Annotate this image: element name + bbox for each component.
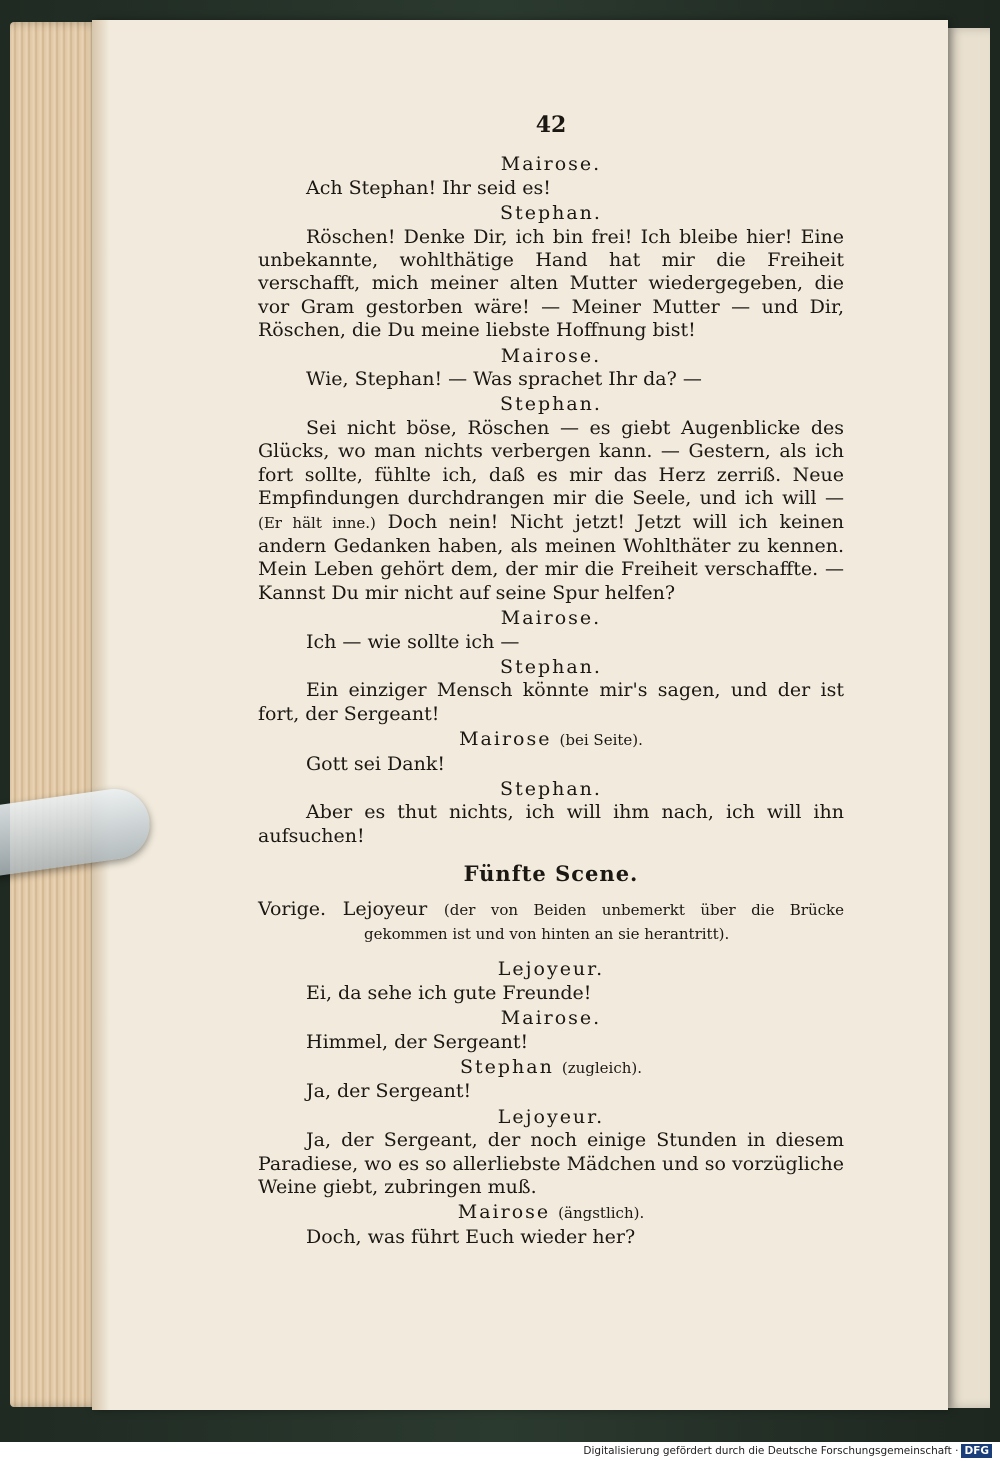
speech-text: Röschen! Denke Dir, ich bin frei! Ich bleibe hier! Eine unbekannte, wohlthätige Hand hat mir die Freiheit verschafft, mich meiner alten Mutter wiedergegeben, die vor Gram gestorben wäre! — Meiner Mutter — und Dir, Röschen, die Du meine liebste Hoffnung bist! (258, 225, 844, 342)
speaker-name (258, 958, 844, 981)
speaker-name (258, 153, 844, 176)
page-number: 42 (535, 112, 567, 138)
speech-paragraph (258, 1080, 844, 1103)
play-text-blocks (258, 153, 844, 1249)
speech-text: Sei nicht böse, Röschen — es giebt Augenblicke des Glücks, wo man nichts verbergen kann. — Gestern, als ich fort sollte, fühlte ich, daß es mir das Herz zerriß. Neue Empfindungen durchdrangen mir die Seele, und ich will — (258, 416, 844, 510)
speech-paragraph (258, 177, 844, 200)
speech-text: Ach Stephan! Ihr seid es! (306, 176, 551, 199)
persons-list: Vorige. Lejoyeur (258, 897, 428, 920)
speaker-label: Mairose. (500, 153, 602, 176)
speaker-name (258, 345, 844, 368)
speech-paragraph (258, 801, 844, 848)
speaker-name (258, 728, 844, 752)
speech-text: Aber es thut nichts, ich will ihm nach, ich will ihn aufsuchen! (258, 801, 844, 847)
facing-page-edge (946, 28, 990, 1408)
stage-direction: (zugleich). (561, 1059, 643, 1078)
speaker-name (258, 656, 844, 679)
speech-text: Himmel, der Sergeant! (306, 1030, 529, 1053)
speaker-label: Stephan. (500, 393, 602, 416)
page-text (258, 110, 844, 1251)
speech-paragraph (258, 679, 844, 726)
speech-paragraph (258, 982, 844, 1005)
speech-text: Ein einziger Mensch könnte mir's sagen, und der ist fort, der Sergeant! (258, 679, 844, 725)
speaker-name (258, 1056, 844, 1080)
speaker-label: Mairose (459, 728, 552, 751)
speech-text: Ei, da sehe ich gute Freunde! (306, 981, 592, 1004)
speaker-label: Mairose. (500, 607, 602, 630)
speaker-label: Lejoyeur. (497, 958, 605, 981)
footer-bar (0, 1442, 1000, 1461)
speech-text-continued: Doch nein! Nicht jetzt! Jetzt will ich keinen andern Gedanken haben, als meinen Wohlthäter zu kennen. Mein Leben gehört dem, der mir die Freiheit verschaffte. — Kannst Du mir nicht auf seine Spur helfen? (258, 510, 844, 604)
speech-text: Ja, der Sergeant, der noch einige Stunden in diesem Paradiese, wo es so allerliebste Mädchen und so vorzügliche Weine giebt, zubringen muß. (258, 1129, 844, 1199)
speech-text: Ja, der Sergeant! (306, 1080, 472, 1103)
scene-title: Fünfte Scene. (463, 861, 639, 887)
stage-direction: (bei Seite). (559, 731, 643, 750)
speech-paragraph (258, 631, 844, 654)
dfg-logo: DFG (961, 1444, 992, 1458)
speech-text: Gott sei Dank! (306, 752, 445, 775)
speaker-name (258, 1201, 844, 1225)
speech-paragraph (258, 1129, 844, 1199)
speaker-label: Mairose. (500, 1007, 602, 1030)
speech-paragraph (258, 417, 844, 605)
speaker-label: Mairose. (500, 344, 602, 367)
speech-text: Doch, was führt Euch wieder her? (306, 1225, 636, 1248)
speech-text: Wie, Stephan! — Was sprachet Ihr da? — (306, 368, 702, 391)
scene-persons (258, 898, 844, 947)
speaker-name (258, 393, 844, 416)
speech-paragraph (258, 753, 844, 776)
scene-heading (258, 862, 844, 885)
speaker-name (258, 1106, 844, 1129)
speech-text: Ich — wie sollte ich — (306, 630, 520, 653)
speech-paragraph (258, 1226, 844, 1249)
speech-paragraph (258, 226, 844, 343)
speaker-label: Stephan (459, 1056, 554, 1079)
speaker-name (258, 607, 844, 630)
speaker-name (258, 1007, 844, 1030)
footer-credit: Digitalisierung gefördert durch die Deutsche Forschungsgemeinschaft · (583, 1445, 959, 1457)
stage-direction: (der von Beiden unbemerkt über die Brücke gekommen ist und von hinten an sie herantritt). (364, 900, 844, 943)
speaker-label: Lejoyeur. (497, 1105, 605, 1128)
speaker-name (258, 778, 844, 801)
speaker-label: Stephan. (500, 655, 602, 678)
speech-paragraph (258, 1031, 844, 1054)
stage-direction: (ängstlich). (558, 1204, 645, 1223)
stage-direction: (Er hält inne.) (258, 513, 376, 532)
speaker-label: Mairose (457, 1201, 551, 1224)
speaker-label: Stephan. (500, 202, 602, 225)
speech-paragraph (258, 368, 844, 391)
speaker-label: Stephan. (500, 777, 602, 800)
speaker-name (258, 202, 844, 225)
